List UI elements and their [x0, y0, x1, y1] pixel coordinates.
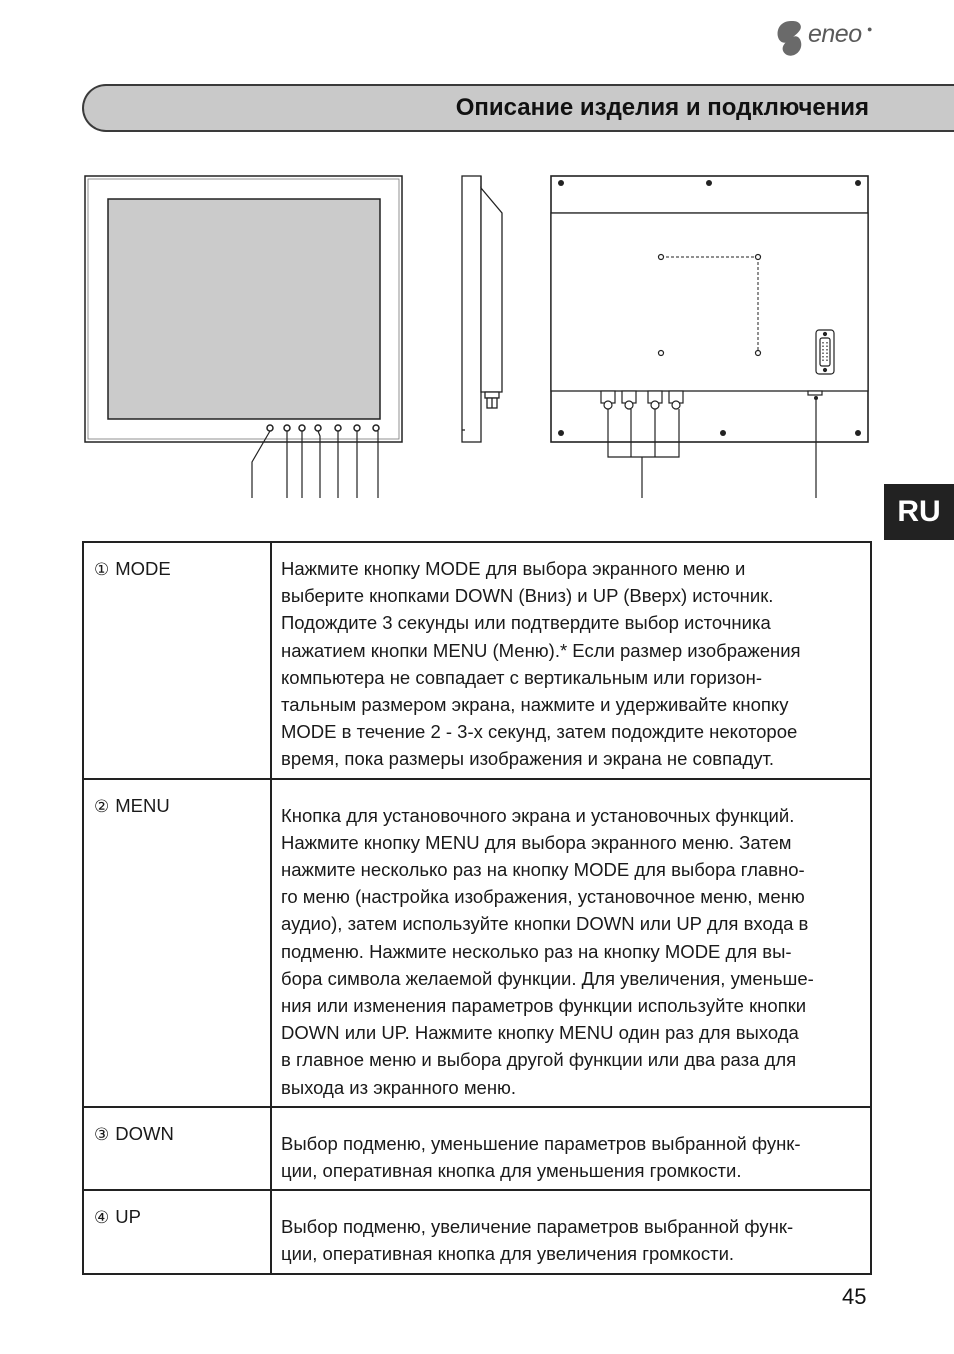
button-name: MODE	[115, 558, 171, 579]
description-line: компьютера не совпадает с вертикальным или горизон-	[281, 666, 762, 688]
logo-wordmark: eneo	[808, 20, 862, 48]
button-name-cell	[83, 1190, 271, 1273]
description-line: MODE в течение 2 - 3-х секунд, затем подождите некоторое	[281, 721, 798, 743]
description-line: выберите кнопками DOWN (Вниз) и UP (Вверх) источник.	[281, 585, 774, 607]
button-name-cell	[83, 779, 271, 1107]
page-title: Описание изделия и подключения	[455, 94, 869, 121]
button-name: UP	[115, 1206, 141, 1228]
description-line: Нажмите кнопку MENU для выбора экранного меню. Затем	[281, 831, 792, 853]
item-number: ①	[94, 560, 110, 580]
item-number: ④	[94, 1208, 110, 1229]
description-line: ния или изменения параметров функции используйте кнопки	[281, 995, 807, 1017]
button-description-cell	[271, 1107, 871, 1190]
description-line: тальным размером экрана, нажмите и удерживайте кнопку	[281, 694, 789, 716]
description-line: ции, оперативная кнопка для уменьшения громкости.	[281, 1160, 742, 1182]
button-description-cell	[271, 779, 871, 1107]
button-name: MENU	[115, 794, 170, 816]
item-number: ③	[94, 1124, 110, 1145]
description-line: Нажмите кнопку MODE для выбора экранного меню и	[281, 558, 746, 579]
description-line: нажатием кнопки MENU (Меню).* Если размер изображения	[281, 639, 801, 661]
description-line: выхода из экранного меню.	[281, 1076, 517, 1098]
description-line: нажмите несколько раз на кнопку MODE для выбора главно-	[281, 859, 805, 881]
registered-mark: ●	[867, 24, 873, 34]
description-line: DOWN или UP. Нажмите кнопку MENU один раз для выхода	[281, 1022, 799, 1044]
description-line: в главное меню и выбора другой функции или два раза для	[281, 1049, 797, 1071]
description-line: подменю. Нажмите несколько раз на кнопку MODE для вы-	[281, 940, 792, 962]
description-line: время, пока размеры изображения и экрана не совпадут.	[281, 748, 775, 770]
table-row	[83, 542, 871, 779]
table-row	[83, 1107, 871, 1190]
item-number: ②	[94, 796, 110, 817]
button-description-cell	[271, 542, 871, 779]
description-line: Выбор подменю, увеличение параметров выбранной функ-	[281, 1216, 794, 1238]
product-diagrams	[0, 0, 954, 520]
cell-spacer	[281, 1120, 864, 1130]
monitor-rear-view	[551, 176, 868, 498]
description-line: Кнопка для установочного экрана и установочных функций.	[281, 804, 795, 826]
cell-spacer	[281, 792, 864, 802]
description-line: го меню (настройка изображения, установочное меню, меню	[281, 886, 805, 908]
description-line: аудио), затем используйте кнопки DOWN или UP для входа в	[281, 913, 809, 935]
description-line: Подождите 3 секунды или подтвердите выбор источника	[281, 612, 771, 634]
page-number: 45	[842, 1284, 867, 1309]
button-description-table	[82, 541, 872, 1275]
description-line: Выбор подменю, уменьшение параметров выбранной функ-	[281, 1132, 801, 1154]
button-name-cell	[83, 1107, 271, 1190]
table-row	[83, 779, 871, 1107]
description-line: бора символа желаемой функции. Для увеличения, уменьше-	[281, 967, 814, 989]
description-line: ции, оперативная кнопка для увеличения громкости.	[281, 1243, 735, 1265]
button-name-cell	[83, 542, 271, 779]
language-tab: RU	[884, 484, 954, 540]
monitor-front-view	[85, 176, 402, 498]
button-name: DOWN	[115, 1122, 174, 1144]
button-description-cell	[271, 1190, 871, 1273]
cell-spacer	[281, 1203, 864, 1213]
monitor-side-view	[462, 176, 502, 442]
table-row	[83, 1190, 871, 1273]
